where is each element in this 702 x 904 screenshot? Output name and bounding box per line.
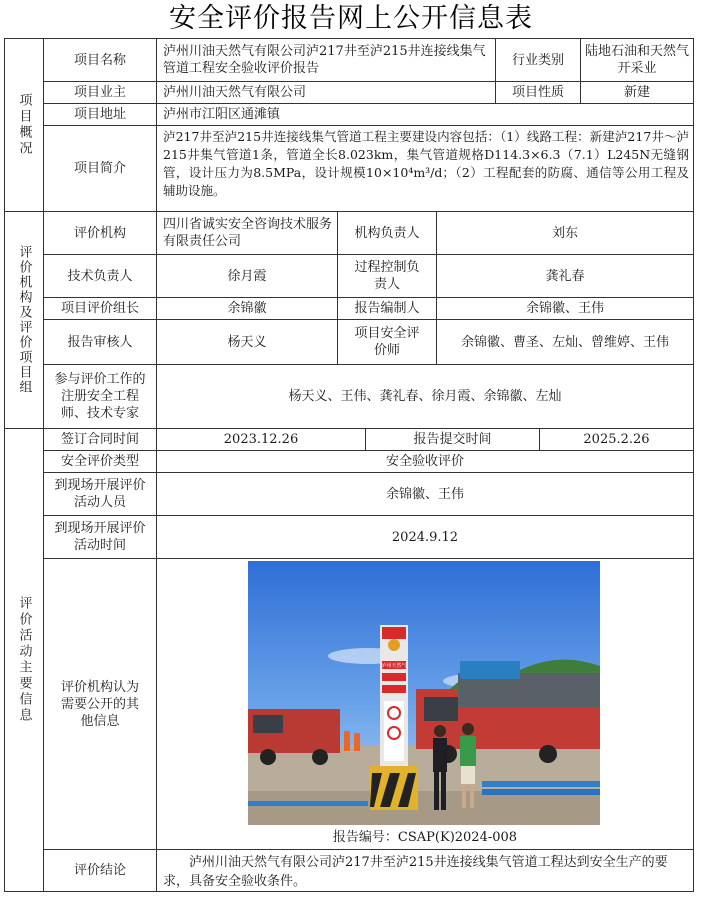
section-label-institution — [4, 211, 44, 429]
leader-value: 余锦徽 — [156, 297, 338, 320]
concrete-base — [370, 766, 418, 810]
sign-text: 泸州天然气 — [381, 663, 407, 669]
site-photo — [248, 561, 600, 825]
head-label: 机构负责人 — [337, 211, 437, 255]
section-label-text: 项目概况 — [16, 93, 32, 157]
project-name-value: 泸州川油天然气有限公司泸217井至泸215井连接线集气管道工程安全验收评价报告 — [156, 38, 496, 82]
leader-label: 项目评价组长 — [43, 297, 157, 320]
section-label-activity — [4, 428, 44, 892]
section-label-text: 评价机构及评价项目组 — [16, 245, 32, 395]
nature-value: 新建 — [580, 81, 694, 104]
reviewer-label: 报告审核人 — [43, 319, 157, 365]
conclusion-label: 评价结论 — [43, 849, 157, 892]
org-value: 四川省诚实安全咨询技术服务有限责任公司 — [156, 211, 338, 255]
time-label: 到现场开展评价活动时间 — [43, 515, 157, 559]
other-info-label: 评价机构认为需要公开的其他信息 — [43, 558, 157, 850]
nature-label: 项目性质 — [495, 81, 581, 104]
tech-label: 技术负责人 — [43, 254, 157, 298]
owner-value: 泸州川油天然气有限公司 — [156, 81, 496, 104]
report-number: 报告编号：CSAP(K)2024-008 — [332, 830, 518, 845]
process-label: 过程控制负责人 — [337, 254, 437, 298]
submit-label: 报告提交时间 — [365, 428, 540, 451]
sign-tower — [380, 625, 408, 777]
type-value: 安全验收评价 — [156, 450, 694, 473]
industry-label: 行业类别 — [495, 38, 581, 82]
time-value: 2024.9.12 — [156, 515, 694, 559]
submit-value: 2025.2.26 — [539, 428, 694, 451]
staff-value: 余锦徽、王伟 — [156, 472, 694, 516]
project-name-label: 项目名称 — [43, 38, 157, 82]
experts-value: 杨天义、王伟、龚礼春、徐月霞、余锦徽、左灿 — [156, 364, 694, 429]
section-label-text: 评价活动主要信息 — [16, 596, 32, 724]
safety-value: 余锦徽、曹圣、左灿、曾维婷、王伟 — [436, 319, 694, 365]
page-title: 安全评价报告网上公开信息表 — [169, 3, 533, 34]
type-label: 安全评价类型 — [43, 450, 157, 473]
org-label: 评价机构 — [43, 211, 157, 255]
intro-label: 项目简介 — [43, 125, 157, 212]
ground-shadow — [248, 791, 600, 825]
address-label: 项目地址 — [43, 103, 157, 126]
contract-label: 签订合同时间 — [43, 428, 157, 451]
intro-value: 泸217井至泸215井连接线集气管道工程主要建设内容包括：（1）线路工程：新建泸217井～泸215井集气管道1条，管道全长8.023km，集气管道规格D114.3×6.3（7.1）L245N无缝钢管，设计压力为8.5MPa，设计规模10×10⁴m³/d；（2）工程配套的防腐、通信等公用工程及辅助设施。 — [156, 125, 694, 212]
conclusion-text: 泸州川油天然气有限公司泸217井至泸215井连接线集气管道工程达到安全生产的要求，具备安全验收条件。 — [163, 855, 668, 889]
head-value: 刘东 — [436, 211, 694, 255]
reviewer-value: 杨天义 — [156, 319, 338, 365]
section-label-overview — [4, 38, 44, 212]
owner-label: 项目业主 — [43, 81, 157, 104]
experts-label: 参与评价工作的注册安全工程师、技术专家 — [43, 364, 157, 429]
staff-label: 到现场开展评价活动人员 — [43, 472, 157, 516]
tech-value: 徐月霞 — [156, 254, 338, 298]
safety-label: 项目安全评价师 — [337, 319, 437, 365]
address-value: 泸州市江阳区通滩镇 — [156, 103, 694, 126]
industry-value: 陆地石油和天然气开采业 — [580, 38, 694, 82]
conclusion-value — [156, 849, 694, 892]
process-value: 龚礼春 — [436, 254, 694, 298]
writer-label: 报告编制人 — [337, 297, 437, 320]
contract-value: 2023.12.26 — [156, 428, 366, 451]
writer-value: 余锦徽、王伟 — [436, 297, 694, 320]
